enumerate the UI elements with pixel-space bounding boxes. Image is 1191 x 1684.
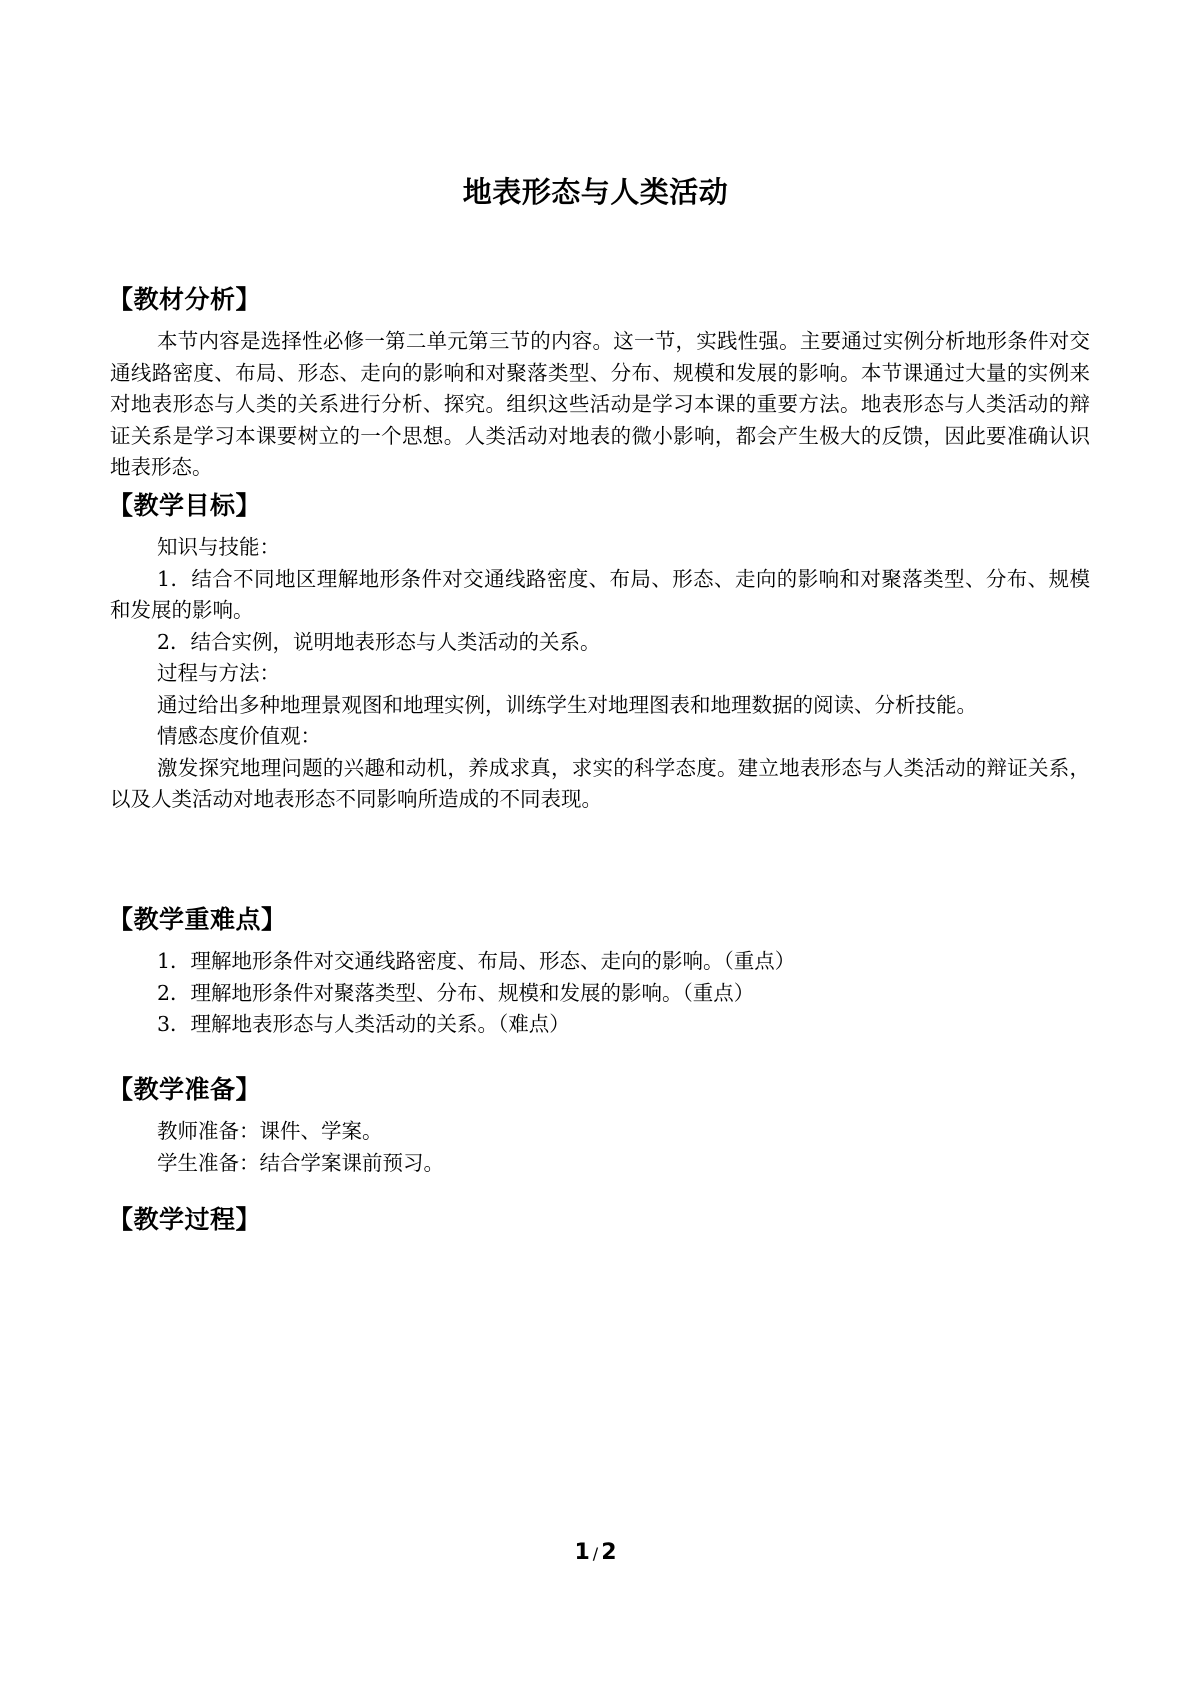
page-number [0,1538,1191,1569]
section-teaching-process [110,1202,1090,1246]
objective-process-label: 过程与方法： [157,661,280,685]
textbook-analysis-paragraph: 本节内容是选择性必修一第二单元第三节的内容。这一节，实践性强。主要通过实例分析地形条件对交通线路密度、布局、形态、走向的影响和对聚落类型、分布、规模和发展的影响。本节课通过大量的实例来对地表形态与人类的关系进行分析、探究。组织这些活动是学习本课的重要方法。地表形态与人类活动的辩证关系是学习本课要树立的一个思想。人类活动对地表的微小影响，都会产生极大的反馈，因此要准确认识地表形态。 [110,329,1090,479]
objective-knowledge-item-1: 1．结合不同地区理解地形条件对交通线路密度、布局、形态、走向的影响和对聚落类型、分布、规模和发展的影响。 [110,566,1090,622]
section-teaching-preparation [110,1072,1090,1179]
section-heading-key-difficult-points: 【教学重难点】 [108,905,287,934]
key-point-item-3: 3．理解地表形态与人类活动的关系。（难点） [157,1012,570,1036]
page-number-separator: / [592,1544,599,1563]
section-heading-textbook-analysis: 【教材分析】 [108,285,262,314]
objective-emotion-text: 激发探究地理问题的兴趣和动机，养成求真，求实的科学态度。建立地表形态与人类活动的辩证关系，以及人类活动对地表形态不同影响所造成的不同表现。 [110,755,1090,811]
page-number-total: 2 [601,1540,617,1565]
key-point-item-1: 1．理解地形条件对交通线路密度、布局、形态、走向的影响。（重点） [157,949,796,973]
preparation-teacher: 教师准备：课件、学案。 [157,1119,383,1143]
objective-knowledge-item-2: 2．结合实例，说明地表形态与人类活动的关系。 [157,629,601,654]
key-point-item-2: 2．理解地形条件对聚落类型、分布、规模和发展的影响。（重点） [157,980,755,1005]
section-heading-teaching-process: 【教学过程】 [108,1205,262,1234]
section-textbook-analysis [110,282,1090,484]
section-heading-teaching-objectives: 【教学目标】 [108,491,262,520]
objective-knowledge-label: 知识与技能： [157,535,280,559]
section-key-difficult-points [110,902,1090,1041]
document-title: 地表形态与人类活动 [462,175,729,209]
objective-process-text: 通过给出多种地理景观图和地理实例，训练学生对地理图表和地理数据的阅读、分析技能。 [157,692,977,717]
preparation-student: 学生准备：结合学案课前预习。 [157,1150,444,1175]
section-teaching-objectives [110,488,1090,816]
page-number-current: 1 [574,1540,590,1565]
section-heading-teaching-preparation: 【教学准备】 [108,1075,262,1104]
objective-emotion-label: 情感态度价值观： [157,724,321,748]
